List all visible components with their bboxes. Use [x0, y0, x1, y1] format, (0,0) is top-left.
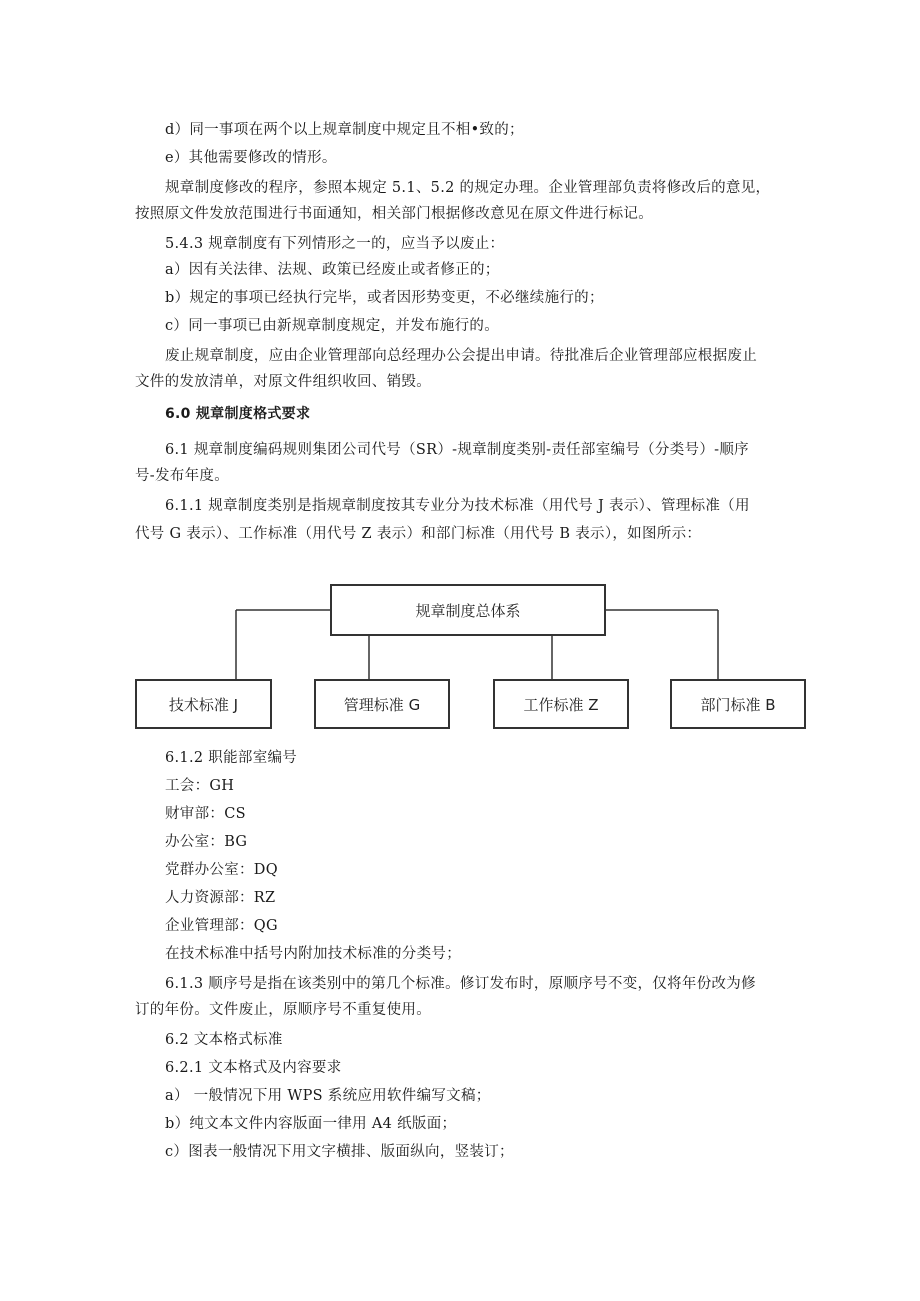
dept-code: 党群办公室：DQ — [165, 862, 278, 878]
item-b: b）纯文本文件内容版面一律用 A4 纸版面； — [165, 1116, 457, 1132]
paragraph-line: 号-发布年度。 — [135, 468, 229, 484]
org-node-work-standard: 工作标准 Z — [493, 679, 629, 729]
item-c: c）同一事项已由新规章制度规定，并发布施行的。 — [165, 318, 500, 334]
org-node-department-standard: 部门标准 B — [670, 679, 806, 729]
paragraph-line: 按照原文件发放范围进行书面通知，相关部门根据修改意见在原文件进行标记。 — [135, 206, 653, 222]
clause-6-2: 6.2 文本格式标准 — [165, 1032, 283, 1048]
item-d: d）同一事项在两个以上规章制度中规定且不相•致的； — [165, 122, 524, 138]
paragraph-line: 代号 G 表示）、工作标准（用代号 Z 表示）和部门标准（用代号 B 表示），如图所示： — [135, 526, 702, 542]
item-e: e）其他需要修改的情形。 — [165, 150, 337, 166]
paragraph-line: 在技术标准中括号内附加技术标准的分类号； — [165, 946, 461, 962]
dept-code: 人力资源部：RZ — [165, 890, 276, 906]
clause-6-1-3: 6.1.3 顺序号是指在该类别中的第几个标准。修订发布时，原顺序号不变，仅将年份改为修 — [165, 976, 756, 992]
section-heading: 6.0 规章制度格式要求 — [165, 406, 311, 422]
item-c: c）图表一般情况下用文字横排、版面纵向，竖装订； — [165, 1144, 514, 1160]
dept-code: 办公室：BG — [165, 834, 248, 850]
dept-code: 财审部：CS — [165, 806, 246, 822]
item-a: a） 一般情况下用 WPS 系统应用软件编写文稿； — [165, 1088, 491, 1104]
clause-5-4-3: 5.4.3 规章制度有下列情形之一的，应当予以废止： — [165, 236, 505, 252]
clause-6-1: 6.1 规章制度编码规则集团公司代号（SR）-规章制度类别-责任部室编号（分类号）-顺序 — [165, 442, 749, 458]
item-a: a）因有关法律、法规、政策已经废止或者修正的； — [165, 262, 500, 278]
org-node-tech-standard: 技术标准 J — [135, 679, 272, 729]
item-b: b）规定的事项已经执行完毕，或者因形势变更，不必继续施行的； — [165, 290, 604, 306]
paragraph-line: 订的年份。文件废止，原顺序号不重复使用。 — [135, 1002, 431, 1018]
dept-code: 企业管理部：QG — [165, 918, 278, 934]
paragraph-line: 规章制度修改的程序，参照本规定 5.1、5.2 的规定办理。企业管理部负责将修改后的意见， — [165, 180, 771, 196]
dept-code: 工会：GH — [165, 778, 235, 794]
clause-6-1-1: 6.1.1 规章制度类别是指规章制度按其专业分为技术标准（用代号 J 表示）、管理标准（用 — [165, 498, 750, 514]
org-node-management-standard: 管理标准 G — [314, 679, 450, 729]
paragraph-line: 文件的发放清单，对原文件组织收回、销毁。 — [135, 374, 431, 390]
paragraph-line: 废止规章制度，应由企业管理部向总经理办公会提出申请。待批准后企业管理部应根据废止 — [165, 348, 757, 364]
org-root-box: 规章制度总体系 — [330, 584, 606, 636]
clause-6-2-1: 6.2.1 文本格式及内容要求 — [165, 1060, 342, 1076]
clause-6-1-2: 6.1.2 职能部室编号 — [165, 750, 298, 766]
